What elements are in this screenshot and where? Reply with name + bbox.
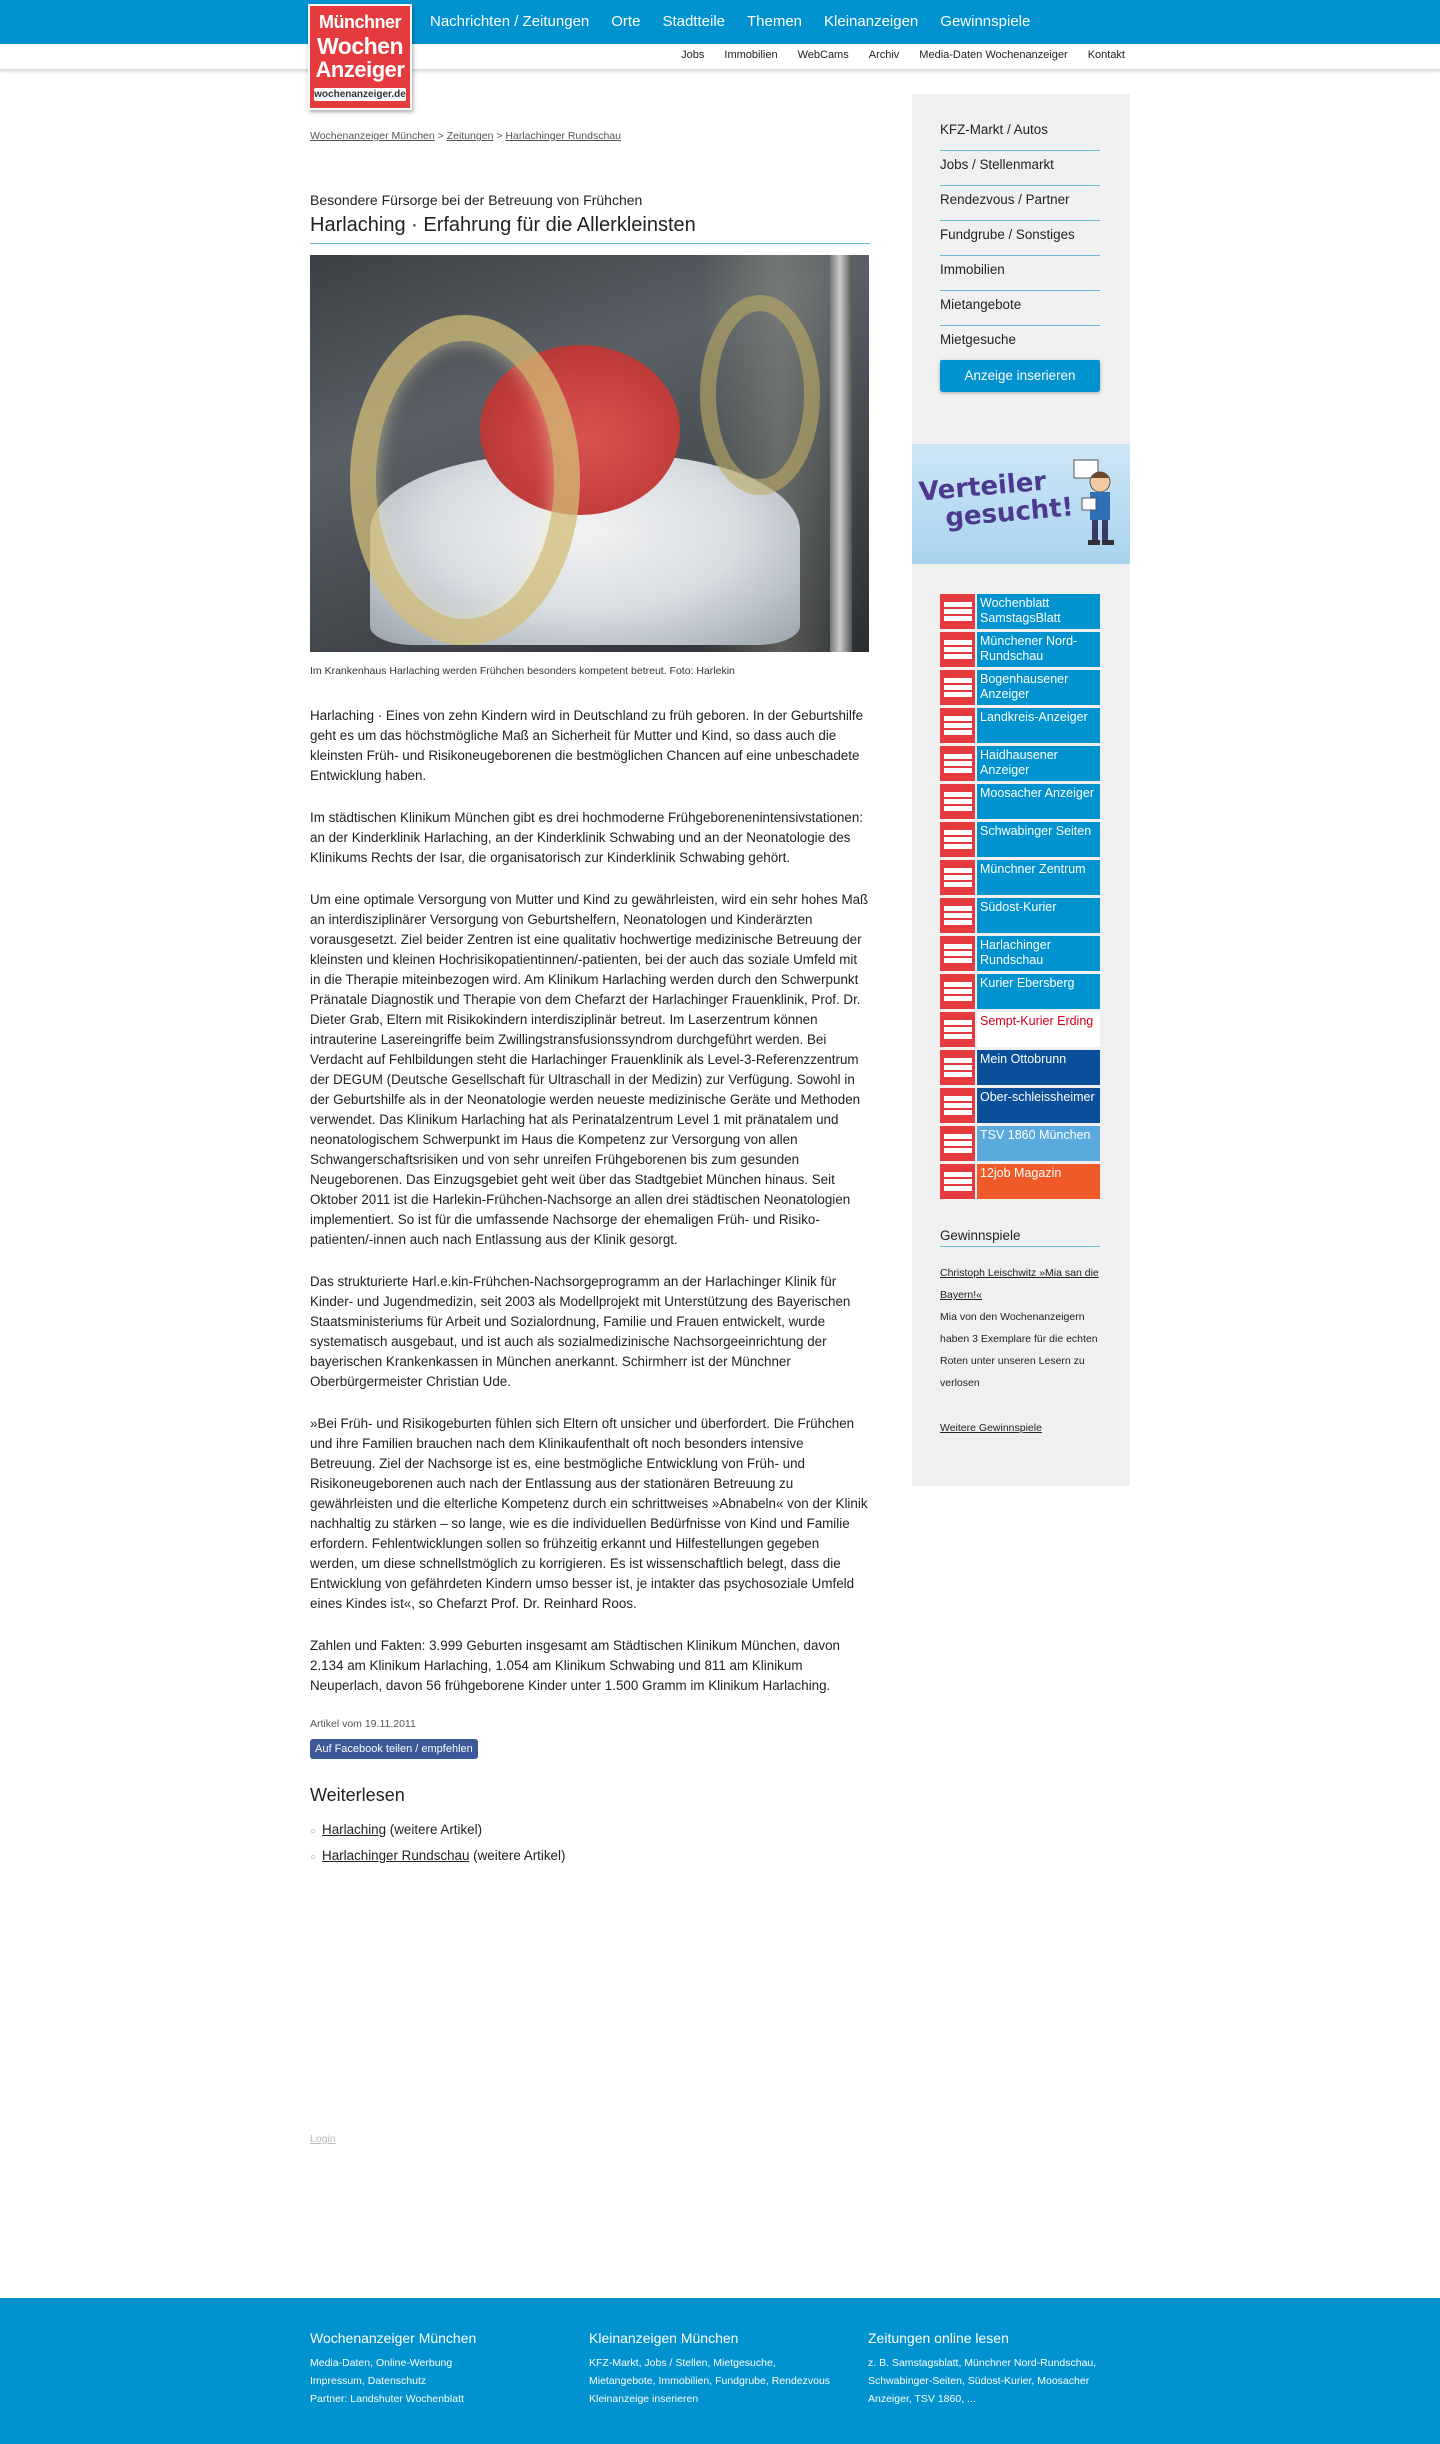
paper-name: Mein Ottobrunn xyxy=(977,1050,1100,1085)
nav-gewinnspiele[interactable]: Gewinnspiele xyxy=(940,13,1031,30)
weiterlesen-link-harlaching[interactable]: Harlaching xyxy=(322,1822,387,1837)
paper-item[interactable] xyxy=(940,594,1100,629)
article-headline: Harlaching · Erfahrung für die Allerkleinsten xyxy=(310,214,870,244)
footer-link[interactable]: Mietangebote, Immobilien, Fundgrube, Rendezvous xyxy=(589,2375,831,2387)
verteiler-banner[interactable] xyxy=(912,444,1130,564)
paper-logo-icon xyxy=(940,1050,975,1085)
paper-logo-icon xyxy=(940,898,975,933)
list-item xyxy=(310,1818,870,1844)
weiterlesen-title: Weiterlesen xyxy=(310,1785,405,1805)
footer-title[interactable]: Kleinanzeigen München xyxy=(589,2330,739,2346)
banner-text xyxy=(918,465,1075,534)
paper-item[interactable] xyxy=(940,974,1100,1009)
weiterlesen-suffix: (weitere Artikel) xyxy=(386,1822,483,1837)
paper-name: Schwabinger Seiten xyxy=(977,822,1100,857)
breadcrumb-harlachinger-rundschau[interactable]: Harlachinger Rundschau xyxy=(505,130,621,142)
paper-logo-icon xyxy=(940,1126,975,1161)
paper-name: Bogenhausener Anzeiger xyxy=(977,670,1100,705)
insert-ad-button[interactable]: Anzeige inserieren xyxy=(940,360,1100,392)
site-logo[interactable] xyxy=(308,4,412,110)
photo-caption: Im Krankenhaus Harlaching werden Frühchen besonders kompetent betreut. Foto: Harlekin xyxy=(310,665,735,677)
article-paragraph: Das strukturierte Harl.e.kin-Frühchen-Nachsorgeprogramm an der Harlachinger Klinik für Kinder- und Jugendmedizin, seit 2003 als Modellprojekt mit Unterstützung des Bayerischen Staatsministeriums für Arbeit und Sozialordnung, Familie und Frauen entwickelt, wurde systematisch ausgebaut, und ist auch als sozialmedizinische Nachsorgeeinrichtung der bayerischen Krankenkassen in München anerkannt. Schirmherr ist der Münchner Oberbürgermeister Christian Ude. xyxy=(310,1274,851,1389)
category-kfz[interactable]: KFZ-Markt / Autos xyxy=(940,116,1100,151)
paper-logo-icon xyxy=(940,708,975,743)
article-paragraph: »Bei Früh- und Risikogeburten fühlen sich Eltern oft unsicher und überfordert. Die Frühchen und ihre Familien brauchen nach dem Klinikaufenthalt oft noch besonders intensive Betreuung. Ziel der Nachsorge ist es, eine bestmögliche Entwicklung von Früh- und Risikoneugeborenen auch nach der Entlassung aus der stationären Betreuung zu gewährleisten und die elterliche Kompetenz durch ein schrittweises »Abnabeln« von der Klinik nachhaltig zu stärken – so lange, wie es die individuellen Bedürfnisse von Kind und Familie erfordern. Fehlentwicklungen sollen so frühzeitig erkannt und Hilfestellungen gegeben werden, um diese schnellstmöglich zu korrigieren. Es ist wissenschaftlich belegt, dass die Entwicklung von gefährdeten Kindern umso besser ist, je intakter das psychosoziale Umfeld eines Kindes ist«, so Chefarzt Prof. Dr. Reinhard Roos. xyxy=(310,1416,868,1611)
weiterlesen-list xyxy=(310,1818,870,1870)
gewinnspiele-title: Gewinnspiele xyxy=(940,1228,1100,1247)
paper-item[interactable] xyxy=(940,1050,1100,1085)
logo-line-3: Anzeiger xyxy=(315,57,405,82)
main-nav xyxy=(430,0,1052,44)
article-date: Artikel vom 19.11.2011 xyxy=(310,1718,416,1730)
paper-logo-icon xyxy=(940,822,975,857)
paper-name: Südost-Kurier xyxy=(977,898,1100,933)
paper-name: Münchener Nord-Rundschau xyxy=(977,632,1100,667)
paper-item[interactable] xyxy=(940,1164,1100,1199)
paper-logo-icon xyxy=(940,860,975,895)
paper-name: Landkreis-Anzeiger xyxy=(977,708,1100,743)
gewinnspiel-link[interactable]: Christoph Leischwitz »Mia san die Bayern!« xyxy=(940,1267,1099,1301)
paper-name: Sempt-Kurier Erding xyxy=(977,1012,1100,1047)
category-immobilien[interactable]: Immobilien xyxy=(940,256,1100,291)
nav-nachrichten[interactable]: Nachrichten / Zeitungen xyxy=(430,13,590,30)
nav-stadtteile[interactable]: Stadtteile xyxy=(662,13,725,30)
login-link[interactable]: Login xyxy=(310,2133,336,2145)
photo-incubator-ring-back xyxy=(700,295,820,495)
footer-column-zeitungen xyxy=(868,2330,1138,2408)
list-item xyxy=(310,1844,870,1870)
weiterlesen-link-harlachinger-rundschau[interactable]: Harlachinger Rundschau xyxy=(322,1848,470,1863)
breadcrumb-separator: > xyxy=(437,130,444,142)
paper-item[interactable] xyxy=(940,898,1100,933)
paper-item[interactable] xyxy=(940,1012,1100,1047)
breadcrumb-zeitungen[interactable]: Zeitungen xyxy=(446,130,494,142)
footer-link[interactable]: z. B. Samstagsblatt, Münchner Nord-Rundschau, xyxy=(868,2357,1097,2369)
footer-link[interactable]: Kleinanzeige inserieren xyxy=(589,2393,699,2405)
nav-kleinanzeigen[interactable]: Kleinanzeigen xyxy=(824,13,919,30)
footer-title[interactable]: Wochenanzeiger München xyxy=(310,2330,477,2346)
paper-item[interactable] xyxy=(940,1126,1100,1161)
paper-item[interactable] xyxy=(940,708,1100,743)
newspaper-boy-icon xyxy=(1072,454,1116,554)
paper-logo-icon xyxy=(940,1012,975,1047)
paper-name: Münchner Zentrum xyxy=(977,860,1100,895)
footer-title[interactable]: Zeitungen online lesen xyxy=(868,2330,1009,2346)
footer-column-kleinanzeigen xyxy=(589,2330,859,2408)
breadcrumb xyxy=(310,130,870,142)
paper-item[interactable] xyxy=(940,822,1100,857)
paper-item[interactable] xyxy=(940,670,1100,705)
category-fundgrube[interactable]: Fundgrube / Sonstiges xyxy=(940,221,1100,256)
newspaper-list xyxy=(940,594,1100,1202)
classified-categories xyxy=(940,116,1100,361)
banner-line-1: Verteiler xyxy=(917,466,1048,508)
sub-nav xyxy=(661,44,1125,66)
footer-link[interactable]: Impressum, Datenschutz xyxy=(310,2375,427,2387)
weiterlesen-suffix: (weitere Artikel) xyxy=(469,1848,566,1863)
article-kicker: Besondere Fürsorge bei der Betreuung von Frühchen xyxy=(310,192,643,208)
paper-name: Haidhausener Anzeiger xyxy=(977,746,1100,781)
paper-logo-icon xyxy=(940,1164,975,1199)
subnav-jobs[interactable]: Jobs xyxy=(681,49,705,61)
article-paragraph: Zahlen und Fakten: 3.999 Geburten insgesamt am Städtischen Klinikum München, davon 2.134 am Klinikum Harlaching, 1.054 am Klinikum Schwabing und 811 am Klinikum Neuperlach, davon 56 frühgeborene Kinder unter 1.500 Gramm im Klinikum Harlaching. xyxy=(310,1638,840,1693)
subnav-kontakt[interactable]: Kontakt xyxy=(1087,49,1125,61)
paper-logo-icon xyxy=(940,974,975,1009)
paper-logo-icon xyxy=(940,936,975,971)
category-mietangebote[interactable]: Mietangebote xyxy=(940,291,1100,326)
logo-line-1: Münchner xyxy=(318,12,401,32)
paper-logo-icon xyxy=(940,746,975,781)
facebook-share-button[interactable]: Auf Facebook teilen / empfehlen xyxy=(310,1739,478,1759)
paper-logo-icon xyxy=(940,632,975,667)
subnav-webcams[interactable]: WebCams xyxy=(797,49,849,61)
category-mietgesuche[interactable]: Mietgesuche xyxy=(940,326,1100,361)
paper-item[interactable] xyxy=(940,632,1100,667)
footer-link[interactable]: Anzeiger, TSV 1860, ... xyxy=(868,2393,976,2405)
paper-name: Moosacher Anzeiger xyxy=(977,784,1100,819)
footer xyxy=(0,2298,1440,2444)
paper-name: 12job Magazin xyxy=(977,1164,1100,1199)
footer-link[interactable]: Schwabinger-Seiten, Südost-Kurier, Moosacher xyxy=(868,2375,1090,2387)
category-jobs[interactable]: Jobs / Stellenmarkt xyxy=(940,151,1100,186)
paper-name: Ober-schleissheimer xyxy=(977,1088,1100,1123)
paper-name: Wochenblatt SamstagsBlatt xyxy=(977,594,1100,629)
paper-name: Harlachinger Rundschau xyxy=(977,936,1100,971)
footer-column-wochenanzeiger xyxy=(310,2330,580,2408)
logo-url: wochenanzeiger.de xyxy=(314,89,406,100)
subnav-immobilien[interactable]: Immobilien xyxy=(724,49,778,61)
subnav-archiv[interactable]: Archiv xyxy=(868,49,900,61)
nav-themen[interactable]: Themen xyxy=(747,13,803,30)
more-gewinnspiele-link[interactable]: Weitere Gewinnspiele xyxy=(940,1422,1042,1434)
paper-logo-icon xyxy=(940,1088,975,1123)
article-paragraph: Harlaching · Eines von zehn Kindern wird in Deutschland zu früh geboren. In der Geburtshilfe geht es um das höchstmögliche Maß an Sicherheit für Mutter und Kind, so dass auch die kleinsten Früh- und Risikoneugeborenen die bestmöglichen Chancen auf eine unbeschadete Entwicklung haben. xyxy=(310,708,864,783)
nav-orte[interactable]: Orte xyxy=(611,13,641,30)
footer-link[interactable]: KFZ-Markt, Jobs / Stellen, Mietgesuche, xyxy=(589,2357,776,2369)
paper-item[interactable] xyxy=(940,936,1100,971)
paper-logo-icon xyxy=(940,670,975,705)
paper-name: TSV 1860 München xyxy=(977,1126,1100,1161)
paper-logo-icon xyxy=(940,594,975,629)
article-body xyxy=(310,706,870,1696)
category-rendezvous[interactable]: Rendezvous / Partner xyxy=(940,186,1100,221)
paper-item[interactable] xyxy=(940,784,1100,819)
footer-link[interactable]: Partner: Landshuter Wochenblatt xyxy=(310,2393,464,2405)
paper-item[interactable] xyxy=(940,1088,1100,1123)
sidebar xyxy=(912,94,1130,1486)
article-column xyxy=(310,130,870,1870)
article-paragraph: Im städtischen Klinikum München gibt es drei hochmoderne Frühgeborenenintensivstationen: an der Kinderklinik Harlaching, an der Kinderklinik Schwabing und an der Neonatologie des Klinikums Rechts der Isar, die organisatorisch zur Kinderklinik Schwabing gehört. xyxy=(310,810,864,865)
footer-link[interactable]: Media-Daten, Online-Werbung xyxy=(310,2357,453,2369)
circle-bullet-icon: ○ xyxy=(310,1826,317,1837)
circle-bullet-icon: ○ xyxy=(310,1852,317,1863)
breadcrumb-separator: > xyxy=(496,130,503,142)
paper-logo-icon xyxy=(940,784,975,819)
gewinnspiele-teaser xyxy=(940,1262,1100,1394)
article-photo xyxy=(310,255,869,652)
gewinnspiel-text: Mia von den Wochenanzeigern haben 3 Exemplare für die echten Roten unter unseren Lesern zu verlosen xyxy=(940,1311,1098,1389)
logo-line-2: Wochen xyxy=(316,33,404,59)
subnav-media-daten[interactable]: Media-Daten Wochenanzeiger xyxy=(919,49,1068,61)
article-paragraph: Um eine optimale Versorgung von Mutter und Kind zu gewährleisten, wird ein sehr hohes Maß an interdisziplinärer Versorgung von Geburtshelfern, Neonatologen und Kinderärzten vorausgesetzt. Ziel beider Zentren ist eine qualitativ hochwertige medizinische Betreuung der kleinsten und kleinen Hochrisikopatientinnen/-patienten, bei der auch das soziale Umfeld mit in die Therapie miteinbezogen wird. Am Klinikum Harlaching werden durch den Schwerpunkt Pränatale Diagnostik und Therapie von dem Chefarzt der Harlachinger Frauenklinik, Prof. Dr. Dieter Grab, Eltern mit Risikokindern interdisziplinär betreut. Im Laserzentrum können intrauterine Lasereingriffe beim Zwillingstransfusionssyndrom durchgeführt werden. Bei Verdacht auf Fehlbildungen steht die Harlachinger Frauenklinik als Level-3-Referenzzentrum der DEGUM (Deutsche Gesellschaft für Ultraschall in der Medizin) zur Verfügung. Sowohl in der Geburtshilfe als in der Neonatologie werden neueste medizinische Geräte und Methoden verwendet. Das Klinikum Harlaching hat als Perinatalzentrum Level 1 mit pränatalem und neonatologischem Schwerpunkt im Haus die Kompetenz zur Versorgung von allen Schwangerschaftsrisiken und von sehr unreifen Frühgeborenen bis zum gesunden Neugeborenen. Das Einzugsgebiet geht weit über das Stadtgebiet München hinaus. Seit Oktober 2011 ist die Harlekin-Frühchen-Nachsorge an allen drei städtischen Neonatologien implementiert. So ist für die umfassende Nachsorge der ehemaligen Früh- und Risiko- patienten/-innen auch nach Entlassung aus der Klinik gesorgt. xyxy=(310,892,869,1247)
photo-pole xyxy=(830,255,852,652)
paper-name: Kurier Ebersberg xyxy=(977,974,1100,1009)
banner-line-2: gesucht! xyxy=(944,492,1075,534)
paper-item[interactable] xyxy=(940,746,1100,781)
breadcrumb-home[interactable]: Wochenanzeiger München xyxy=(310,130,435,142)
photo-incubator-ring xyxy=(350,315,580,645)
paper-item[interactable] xyxy=(940,860,1100,895)
